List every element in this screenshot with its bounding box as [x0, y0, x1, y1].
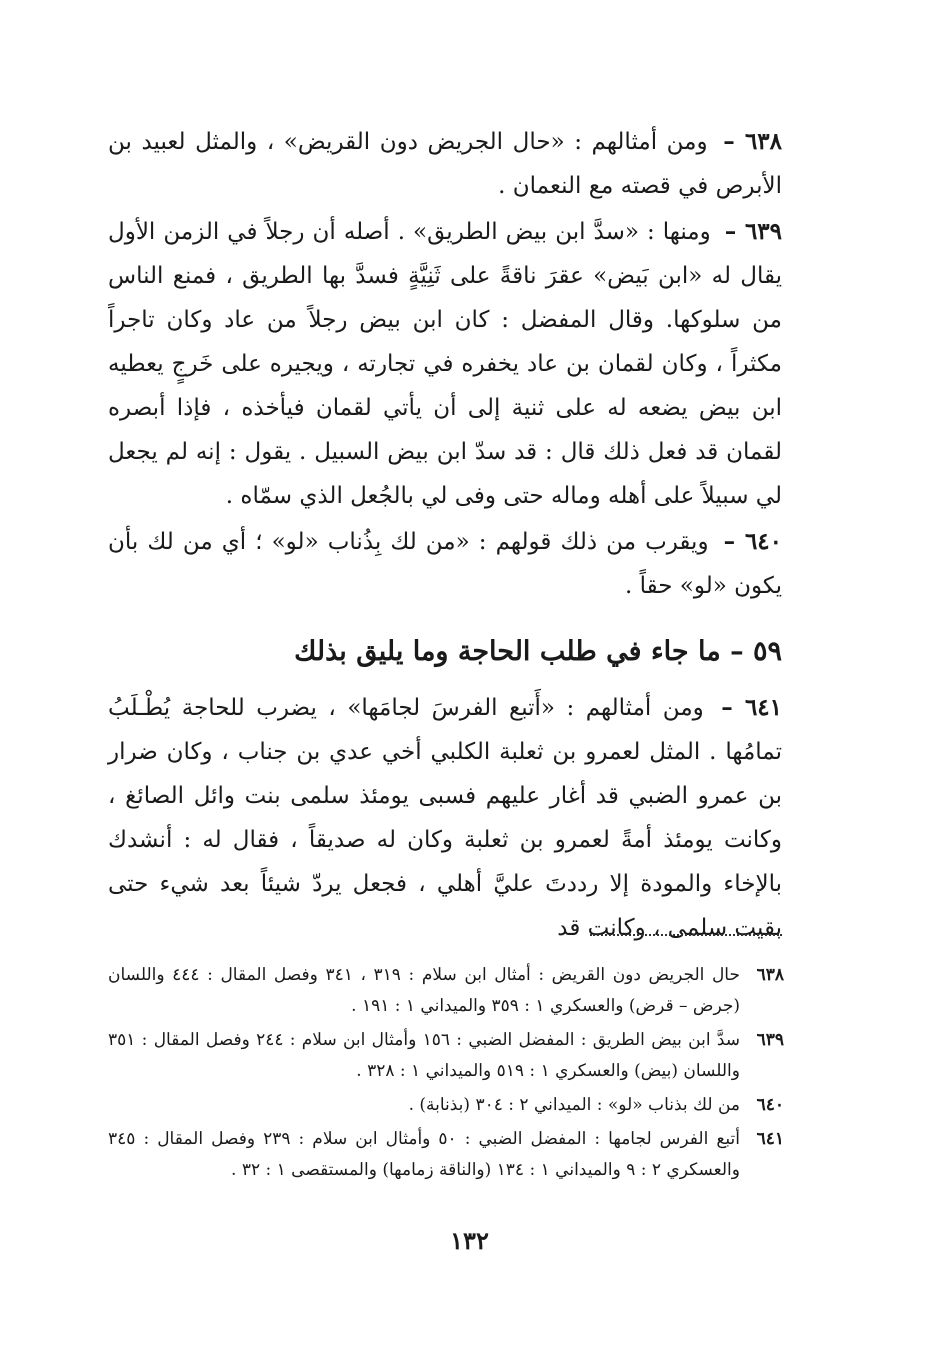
entry-text: ومن أمثالهم : «حال الجريض دون القريض» ، والمثل لعبيد بن الأبرص في قصته مع النعمان . — [108, 129, 782, 199]
footnotes — [108, 960, 784, 1189]
footnote-item — [108, 960, 784, 1022]
entry-number: ٦٤٠ – — [723, 528, 782, 555]
paragraph-639 — [108, 210, 782, 518]
entry-text: ومن أمثالهم : «أَتبع الفرسَ لجامَها» ، يضرب للحاجة يُطْـلَبُ تمامُها . المثل لعمرو بن ثعلبة الكلبي أخي عدي بن جناب ، وكان ضرار بن عمرو الضبي قد أغار عليهم فسبى يومئذ سلمى بنت وائل الصائغ ، وكانت يومئذ أمةً لعمرو بن ثعلبة وكان له صديقاً ، فقال له : أنشدك بالإخاء والمودة إلا رددتَ عليَّ أهلي ، فجعل يردّ شيئاً بعد شيء حتى بقيت سلمى ، وكانت قد — [108, 695, 782, 941]
footnote-item — [108, 1090, 784, 1121]
entry-text: ومنها : «سدَّ ابن بيض الطريق» . أصله أن رجلاً في الزمن الأول يقال له «ابن بَيض» عقرَ ناقةً على ثَنِيَّةٍ فسدَّ بها الطريق ، فمنع الناس من سلوكها. وقال المفضل : كان ابن بيض رجلاً من عاد وكان تاجراً مكثراً ، وكان لقمان بن عاد يخفره في تجارته ، ويجيره على خَرجٍ يعطيه ابن بيض يضعه له على ثنية إلى أن يأتي لقمان فيأخذه ، فإذا أبصره لقمان قد فعل ذلك قال : قد سدّ ابن بيض السبيل . يقول : إنه لم يجعل لي سبيلاً على أهله وماله حتى وفى لي بالجُعل الذي سمّاه . — [108, 219, 782, 509]
main-text — [108, 120, 782, 950]
paragraph-640 — [108, 520, 782, 608]
footnote-text: أتبع الفرس لجامها : المفضل الضبي : ٥٠ وأمثال ابن سلام : ٢٣٩ وفصل المقال : ٣٤٥ والعسكري ٢ : ٩ والميداني ١ : ١٣٤ (والناقة زمامها) والمستقصى ١ : ٣٢ . — [108, 1129, 740, 1180]
footnote-item — [108, 1025, 784, 1087]
footnote-number: ٦٤٠ — [756, 1095, 784, 1115]
footnote-text: من لك بذناب «لو» : الميداني ٢ : ٣٠٤ (بذنابة) . — [408, 1095, 740, 1115]
paragraph-641 — [108, 686, 782, 950]
entry-text: ويقرب من ذلك قولهم : «من لك بِذُناب «لو» ؛ أي من لك بأن يكون «لو» حقاً . — [108, 529, 782, 599]
section-heading: ٥٩ – ما جاء في طلب الحاجة وما يليق بذلك — [294, 636, 782, 667]
footnote-divider — [590, 934, 782, 936]
paragraph-638 — [108, 120, 782, 208]
entry-number: ٦٣٨ – — [723, 128, 783, 155]
footnote-number: ٦٣٨ — [756, 965, 784, 985]
footnote-item — [108, 1124, 784, 1186]
footnote-text: حال الجريض دون القريض : أمثال ابن سلام : ٣١٩ ، ٣٤١ وفصل المقال : ٤٤٤ واللسان (جرض – قرض) والعسكري ١ : ٣٥٩ والميداني ١ : ١٩١ . — [108, 965, 740, 1016]
footnote-number: ٦٣٩ — [756, 1030, 784, 1050]
footnote-number: ٦٤١ — [756, 1129, 784, 1149]
footnote-text: سدَّ ابن بيض الطريق : المفضل الضبي : ١٥٦ وأمثال ابن سلام : ٢٤٤ وفصل المقال : ٣٥١ واللسان (بيض) والعسكري ١ : ٥١٩ والميداني ١ : ٣٢٨ . — [108, 1030, 740, 1081]
entry-number: ٦٣٩ – — [724, 218, 783, 245]
entry-number: ٦٤١ – — [721, 694, 783, 721]
page-number: ١٣٢ — [450, 1226, 489, 1255]
